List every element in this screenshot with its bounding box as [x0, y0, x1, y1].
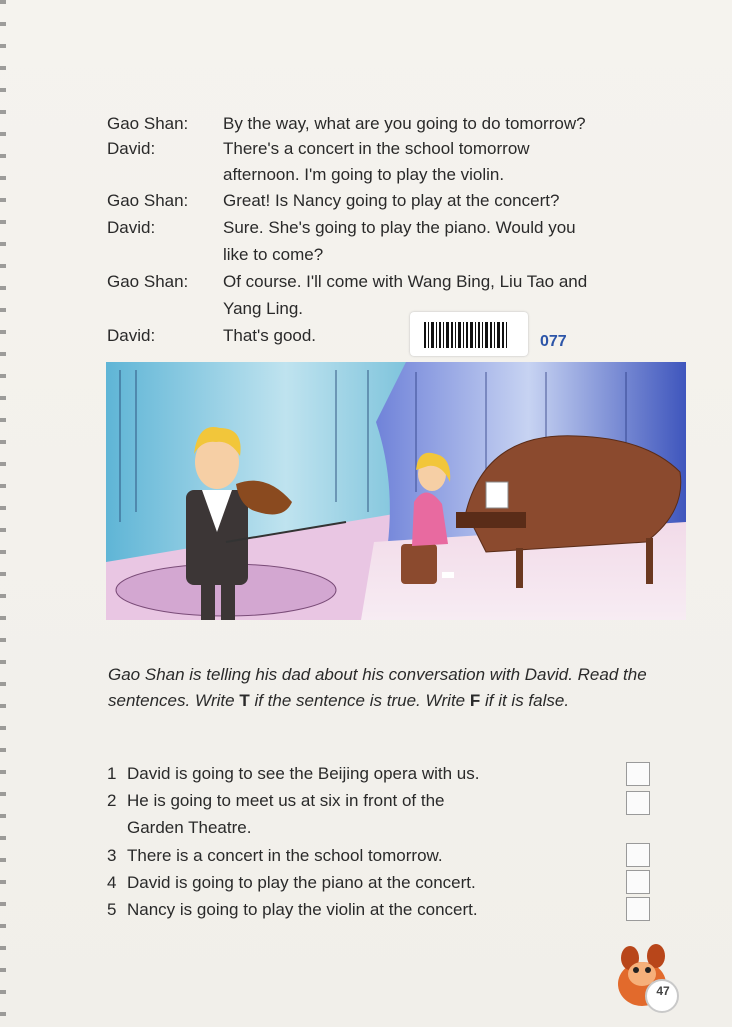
speaker-label: Gao Shan:	[107, 114, 189, 133]
barcode-icon	[420, 318, 518, 350]
answer-box[interactable]	[626, 897, 650, 921]
question-text: Nancy is going to play the violin at the concert.	[127, 900, 478, 919]
false-letter: F	[469, 691, 481, 710]
speaker-label: Gao Shan:	[107, 272, 189, 291]
instruction-text: if it is false.	[480, 691, 570, 710]
question-text: There is a concert in the school tomorrow.	[127, 846, 443, 865]
puppy-mascot-icon	[612, 944, 692, 1014]
concert-illustration	[106, 362, 686, 620]
question-number: 1	[107, 764, 117, 783]
speaker-label: David:	[107, 139, 156, 158]
question-text: David is going to see the Beijing opera with us.	[127, 764, 480, 783]
question-number: 2	[107, 791, 117, 810]
dialogue-line: Of course. I'll come with Wang Bing, Liu Tao and	[223, 272, 588, 291]
speaker-label: Gao Shan:	[107, 191, 189, 210]
dialogue-line: That's good.	[223, 326, 317, 345]
dialogue-line: Yang Ling.	[223, 299, 304, 318]
answer-box[interactable]	[626, 843, 650, 867]
barcode-sticker	[410, 312, 528, 356]
instruction-text: if the sentence is true. Write	[249, 691, 470, 710]
instruction-text: Gao Shan is telling his dad about his conversation with David. Read the sentences. Write	[108, 665, 647, 710]
question-text: He is going to meet us at six in front of the	[127, 791, 445, 810]
dialogue-line: Great! Is Nancy going to play at the concert?	[223, 191, 560, 210]
question-number: 4	[107, 873, 117, 892]
question-text: David is going to play the piano at the concert.	[127, 873, 476, 892]
dialogue-line: Sure. She's going to play the piano. Would you	[223, 218, 576, 237]
page-number: 47	[656, 984, 670, 998]
exercise-instructions	[108, 662, 683, 714]
question-number: 3	[107, 846, 117, 865]
answer-box[interactable]	[626, 791, 650, 815]
answer-box[interactable]	[626, 762, 650, 786]
speaker-label: David:	[107, 326, 156, 345]
binding-edge	[0, 0, 6, 1027]
dialogue-line: There's a concert in the school tomorrow	[223, 139, 530, 158]
true-letter: T	[239, 691, 250, 710]
page-code: 077	[540, 333, 567, 350]
answer-box[interactable]	[626, 870, 650, 894]
dialogue-line: afternoon. I'm going to play the violin.	[223, 165, 505, 184]
dialogue-line: like to come?	[223, 245, 324, 264]
question-text: Garden Theatre.	[127, 818, 252, 837]
question-number: 5	[107, 900, 117, 919]
speaker-label: David:	[107, 218, 156, 237]
dialogue-line: By the way, what are you going to do tomorrow?	[223, 114, 586, 133]
